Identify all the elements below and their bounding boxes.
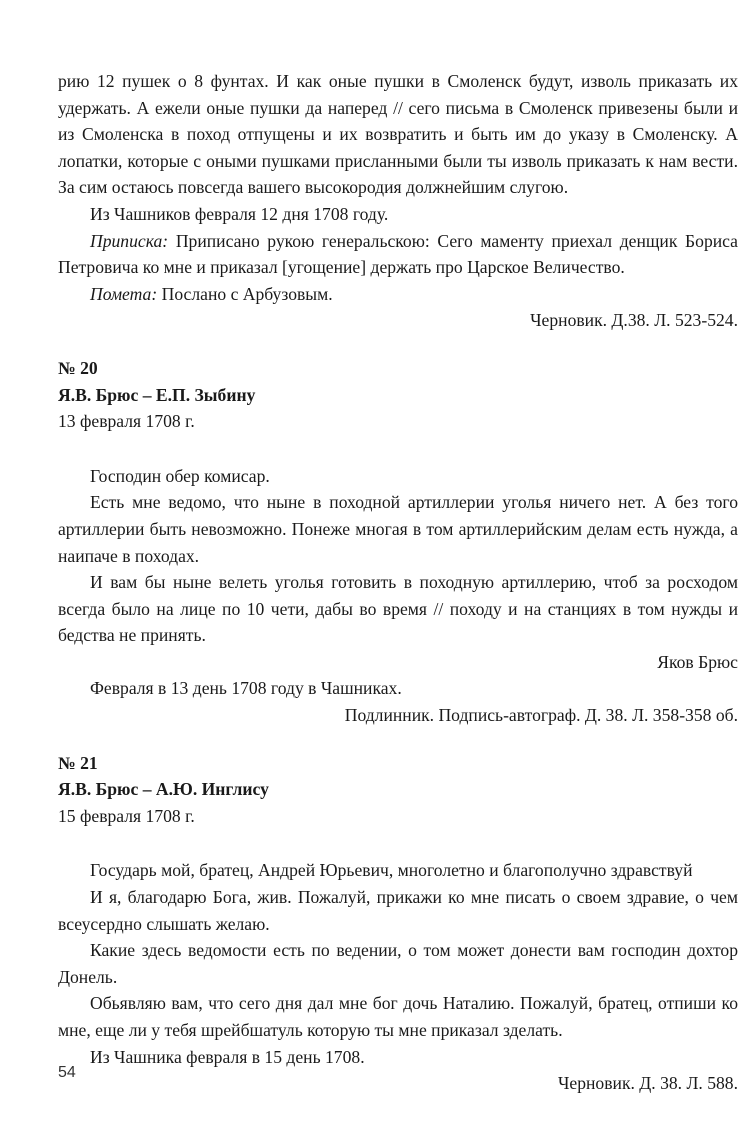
archive-source: Черновик. Д.38. Л. 523-524. [530,310,738,331]
archive-source: Черновик. Д. 38. Л. 588. [557,1073,738,1094]
paragraph: И вам бы ныне велеть уголья готовить в походную артиллерию, чтоб за росходом всегда было на лице по 10 чети, дабы во время // походу и на станциях в том нужды и бедства не принять. [58,572,738,646]
postscript-text: Приписано рукою генеральскою: Сего маменту приехал денщик Бориса Петровича ко мне и приказал [угощение] держать про Царское Величество. [58,230,738,278]
document-date: 15 февраля 1708 г. [58,805,195,826]
note-label: Помета: [90,283,158,304]
note-text: Послано с Арбузовым. [157,283,333,304]
page-number: 54 [58,1064,76,1081]
page-text [58,68,738,1097]
document-title: Я.В. Брюс – А.Ю. Инглису [58,779,269,800]
document-number: № 21 [58,752,98,773]
document-date: 13 февраля 1708 г. [58,411,195,432]
salutation: Господин обер комисар. [90,465,270,486]
spacer [58,334,738,355]
archive-source: Подлинник. Подпись-автограф. Д. 38. Л. 358-358 об. [344,705,738,726]
postscript [58,228,738,281]
place-date-line: Из Чашников февраля 12 дня 1708 году. [90,203,389,224]
paragraph-continuation: рию 12 пушек о 8 фунтах. И как оные пушки в Смоленск будут, изволь приказать их удержать. А ежели оные пушки да наперед // сего письма в Смоленск привезены были и из Смоленска в поход отпущены и их возвратить и быть им до указу в Смоленску. А лопатки, которые с оными пушками присланными были ты изволь приказать к нам вести. За сим остаюсь повсегда вашего высокородия должнейшим слугою. [58,71,738,198]
paragraph: И я, благодарю Бога, жив. Пожалуй, прикажи ко мне писать о своем здравие, о чем всеусердно слышать желаю. [58,887,738,934]
document-number: № 20 [58,357,98,378]
signature: Яков Брюс [657,651,738,672]
postscript-label: Приписка: [90,230,169,251]
place-date-line: Из Чашника февраля в 15 день 1708. [90,1046,365,1067]
document-title: Я.В. Брюс – Е.П. Зыбину [58,384,256,405]
salutation: Государь мой, братец, Андрей Юрьевич, многолетно и благополучно здравствуй [90,860,693,881]
spacer [58,829,738,857]
paragraph: Какие здесь ведомости есть по ведении, о том может донести вам господин дохтор Донель. [58,940,738,987]
paragraph: Есть мне ведомо, что ныне в походной артиллерии уголья ничего нет. А без того артиллерии быть невозможно. Понеже многая в том артиллерийским делам есть нужда, а наипаче в походах. [58,492,738,566]
note [58,281,738,308]
place-date-line: Февраля в 13 день 1708 году в Чашниках. [90,678,402,699]
spacer [58,435,738,463]
spacer [58,729,738,750]
paragraph: Обьявляю вам, что сего дня дал мне бог дочь Наталию. Пожалуй, братец, отпиши ко мне, еще ли у тебя шрейбшатуль которую ты мне приказал зделать. [58,993,738,1040]
